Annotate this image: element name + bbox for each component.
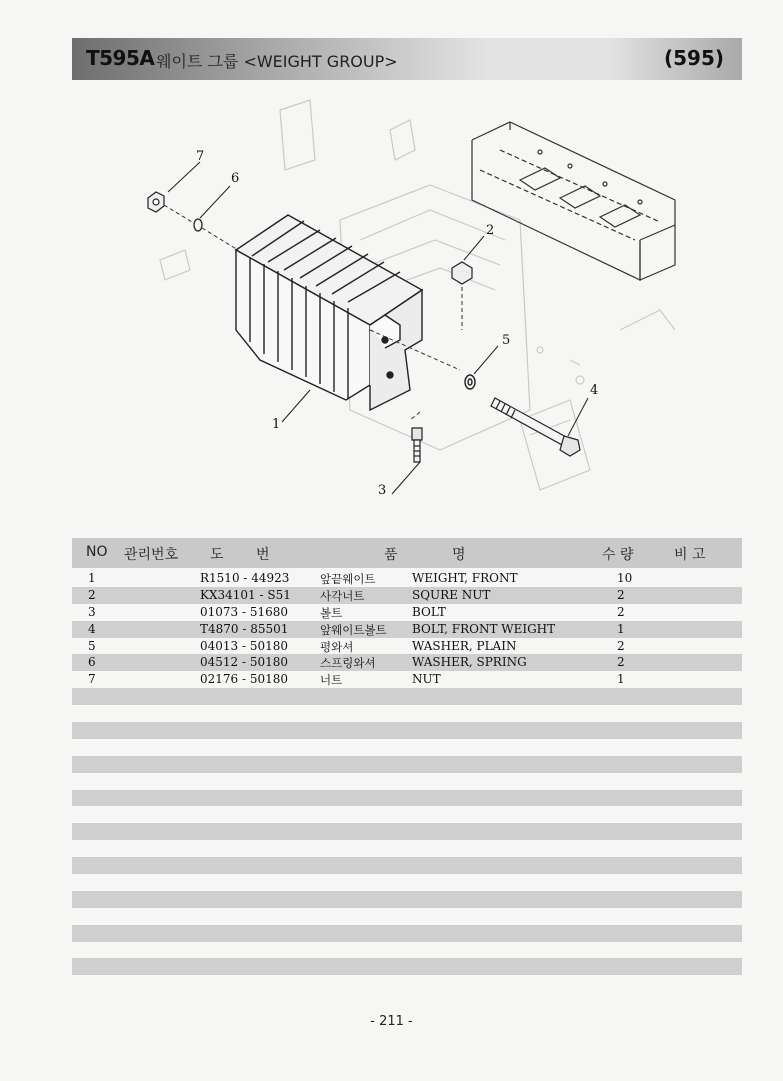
page-number: - 211 - (370, 1014, 413, 1029)
row-no: 7 (88, 672, 96, 687)
row-korean-name: 너트 (320, 673, 343, 688)
row-part-number: R1510 - 44923 (200, 571, 290, 585)
table-row (72, 806, 742, 823)
plain-washer-part (465, 375, 475, 389)
row-part-number: 04013 - 50180 (200, 638, 289, 653)
callout-3: 3 (378, 483, 387, 498)
table-row (72, 604, 742, 621)
table-row (72, 908, 742, 925)
table-row (72, 671, 742, 688)
table-row (72, 638, 742, 655)
table-row (72, 874, 742, 891)
row-english-name: BOLT (412, 604, 446, 619)
spring-washer-part (194, 219, 202, 231)
table-row (72, 925, 742, 942)
row-english-name: SQURE NUT (412, 587, 491, 602)
callout-7: 7 (196, 149, 205, 164)
row-part-number: 02176 - 50180 (200, 672, 289, 687)
table-row (72, 773, 742, 790)
table-row (72, 688, 742, 705)
callout-1: 1 (272, 417, 281, 432)
header-remark: 비 고 (674, 547, 706, 563)
table-row (72, 739, 742, 756)
table-row (72, 756, 742, 773)
table-row (72, 570, 742, 587)
table-row (72, 621, 742, 638)
callout-5: 5 (502, 333, 511, 348)
table-row (72, 891, 742, 908)
page-header (72, 38, 742, 80)
row-no: 5 (88, 638, 96, 653)
row-english-name: WASHER, PLAIN (412, 638, 517, 653)
header-name-1: 품 (384, 547, 398, 563)
row-no: 2 (88, 587, 96, 602)
row-korean-name: 앞끝웨이트 (320, 572, 376, 586)
row-quantity: 2 (617, 638, 625, 653)
rear-bracket (472, 122, 675, 280)
table-row (72, 857, 742, 874)
row-quantity: 2 (617, 604, 625, 619)
table-row (72, 790, 742, 807)
row-part-number: 01073 - 51680 (200, 604, 289, 619)
row-no: 6 (88, 655, 96, 670)
group-code: T595A (86, 46, 155, 70)
header-mgmt-no: 관리번호 (124, 547, 179, 563)
row-part-number: T4870 - 85501 (200, 621, 289, 636)
row-korean-name: 평와셔 (320, 639, 354, 654)
parts-table-header (72, 538, 742, 568)
group-title: 웨이트 그룹 <WEIGHT GROUP> (156, 52, 398, 71)
group-page-ref: (595) (663, 46, 724, 70)
header-qty: 수 량 (602, 547, 634, 563)
front-weight-bolt-part (491, 398, 580, 456)
table-row (72, 722, 742, 739)
row-quantity: 10 (617, 571, 633, 585)
square-nut-part (452, 262, 472, 284)
header-drawing-1: 도 (210, 547, 224, 563)
row-english-name: BOLT, FRONT WEIGHT (412, 621, 556, 636)
table-row (72, 942, 742, 959)
row-no: 1 (88, 571, 96, 585)
row-korean-name: 볼트 (320, 605, 343, 620)
exploded-parts-diagram (100, 90, 720, 520)
header-no: NO (86, 544, 108, 560)
table-row (72, 587, 742, 604)
parts-table-body (72, 570, 742, 975)
row-korean-name: 사각너트 (320, 588, 365, 603)
row-english-name: WASHER, SPRING (412, 655, 527, 670)
row-quantity: 1 (617, 621, 625, 636)
row-english-name: NUT (412, 672, 441, 687)
front-weight-stack (236, 215, 422, 410)
row-no: 4 (88, 621, 96, 636)
callout-2: 2 (486, 223, 495, 238)
header-drawing-2: 번 (256, 547, 270, 563)
row-korean-name: 스프링와셔 (320, 656, 376, 671)
row-quantity: 2 (617, 587, 625, 602)
table-row (72, 705, 742, 722)
table-row (72, 654, 742, 671)
table-row (72, 823, 742, 840)
callout-6: 6 (231, 171, 240, 186)
bolt-part (412, 428, 422, 462)
header-name-2: 명 (452, 547, 466, 563)
row-korean-name: 앞웨이트볼트 (320, 622, 387, 637)
callout-4: 4 (590, 383, 599, 398)
table-row (72, 958, 742, 975)
table-row (72, 840, 742, 857)
row-no: 3 (88, 604, 96, 619)
row-part-number: 04512 - 50180 (200, 655, 289, 670)
row-part-number: KX34101 - S51 (200, 587, 291, 602)
nut-part (148, 192, 164, 212)
row-english-name: WEIGHT, FRONT (412, 571, 518, 585)
row-quantity: 1 (617, 672, 625, 687)
row-quantity: 2 (617, 655, 625, 670)
